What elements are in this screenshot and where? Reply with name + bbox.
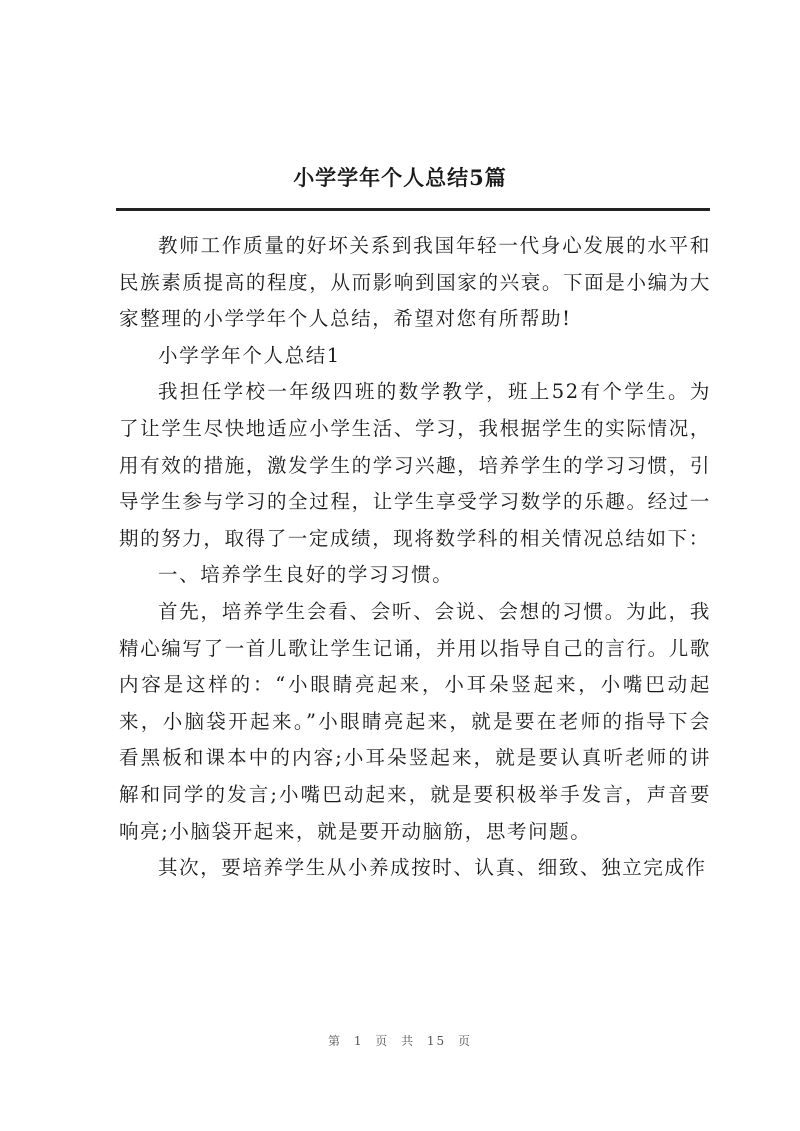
section-heading: 小学学年个人总结1 <box>158 343 341 367</box>
subsection-heading: 一、培养学生良好的学习习惯。 <box>158 563 454 587</box>
body-paragraph: 其次，要培养学生从小养成按时、认真、细致、独立完成作 <box>158 856 707 880</box>
page-number-footer: 第 1 页 共 15 页 <box>328 1034 472 1048</box>
intro-paragraph: 教师工作质量的好坏关系到我国年轻一代身心发展的水平和民族素质提高的程度，从而影响到国家的兴衰。下面是小编为大家整理的小学学年个人总结，希望对您有所帮助! <box>119 234 711 331</box>
body-paragraph: 我担任学校一年级四班的数学教学，班上52有个学生。为了让学生尽快地适应小学生活、学习，我根据学生的实际情况，用有效的措施，激发学生的学习兴趣，培养学生的学习习惯，引导学生参与学习的全过程，让学生享受学习数学的乐趣。经过一期的努力，取得了一定成绩，现将数学科的相关情况总结如下： <box>119 380 711 550</box>
title-divider <box>116 208 710 211</box>
document-title: 小学学年个人总结5篇 <box>293 165 507 190</box>
document-body <box>119 228 711 887</box>
body-paragraph: 首先，培养学生会看、会听、会说、会想的习惯。为此，我精心编写了一首儿歌让学生记诵，并用以指导自己的言行。儿歌内容是这样的：“小眼睛亮起来，小耳朵竖起来，小嘴巴动起来，小脑袋开起来。”小眼睛亮起来，就是要在老师的指导下会看黑板和课本中的内容;小耳朵竖起来，就是要认真听老师的讲解和同学的发言;小嘴巴动起来，就是要积极举手发言，声音要响亮;小脑袋开起来，就是要开动脑筋，思考问题。 <box>119 599 711 843</box>
